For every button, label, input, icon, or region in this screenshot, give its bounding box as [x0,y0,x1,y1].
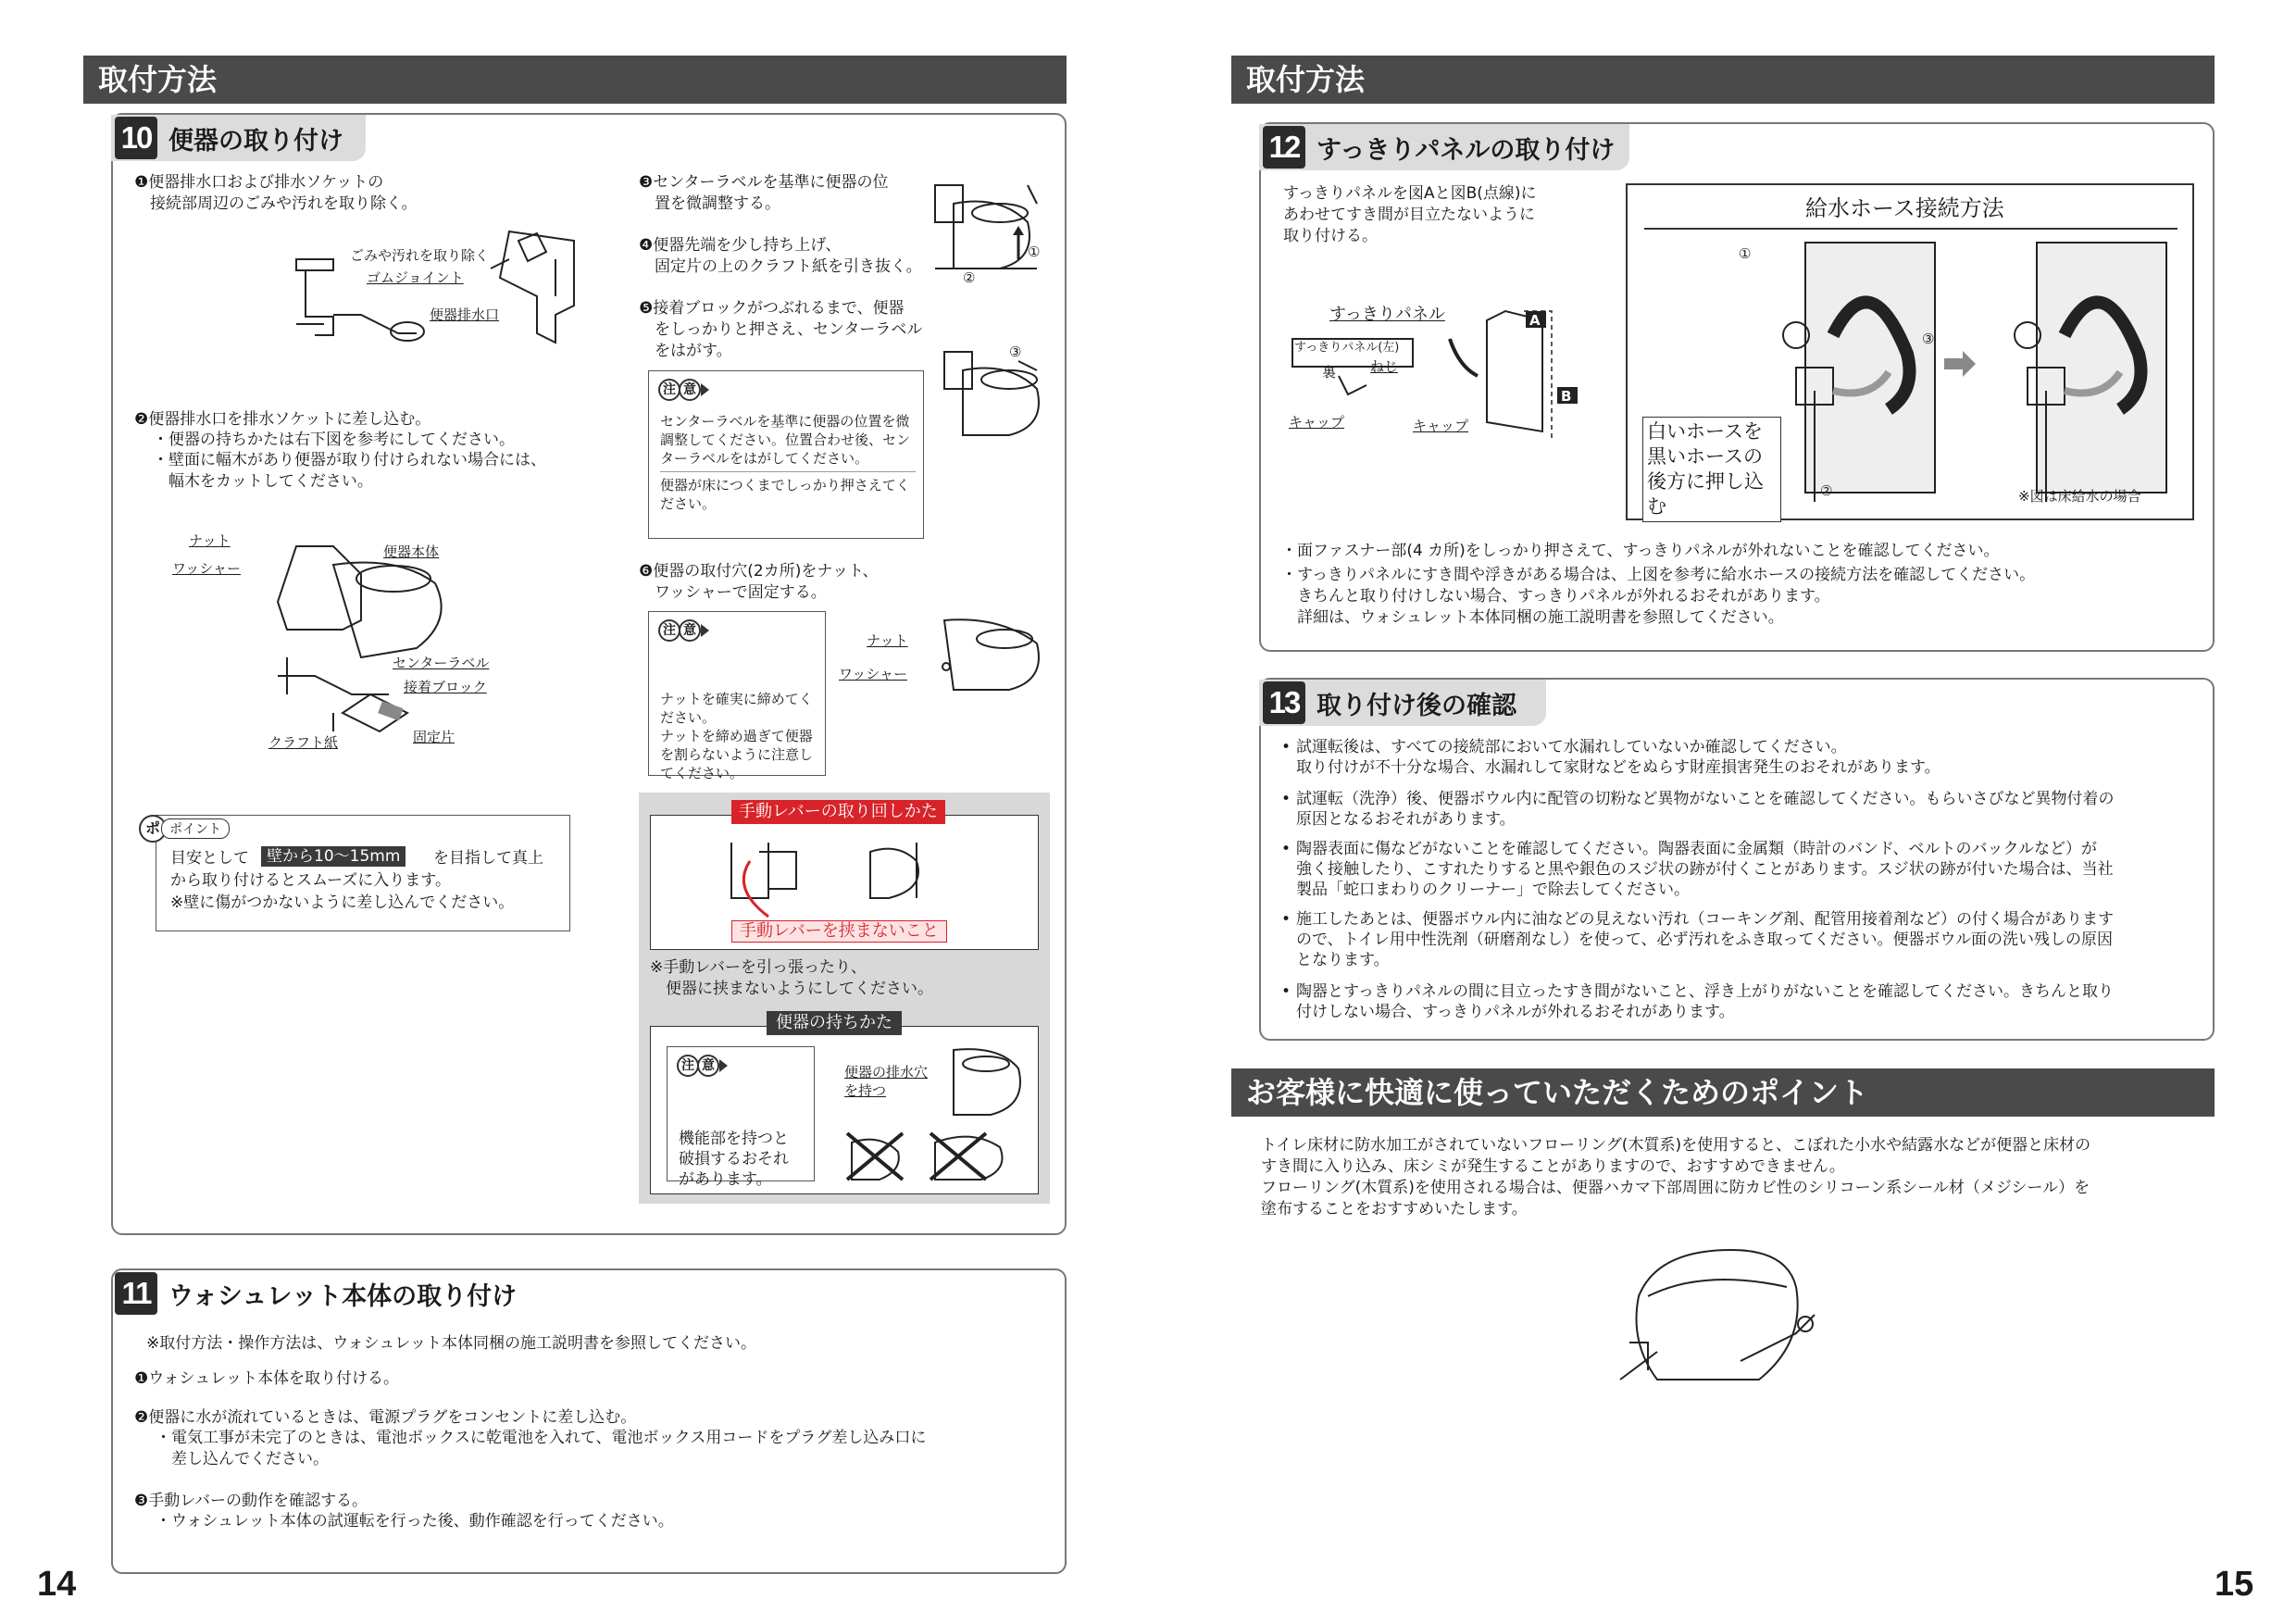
caution-char-2: 意 [679,619,701,642]
s10-step4: ❹便器先端を少し持ち上げ、 固定片の上のクラフト紙を引き抜く。 [639,236,922,276]
s13-bullet-5: • 陶器とすっきりパネルの間に目立ったすき間がないこと、浮き上がりがないことを確認してください。きちんと取り 付けしない場合、すっきりパネルが外れるおそれがあります。 [1281,981,2198,1022]
point-highlight: 壁から10〜15mm [261,846,406,867]
caution-1 [648,370,924,539]
s12-label-a: A [1529,312,1541,329]
caution-char-1: 注 [658,379,680,401]
section-10-title: 便器の取り付け [168,126,343,156]
s12-intro: すっきりパネルを図Aと図B(点線)に あわせてすき間が目立たないように 取り付ける。 [1283,184,1537,245]
s13-bullet-4: • 施工したあとは、便器ボウル内に油などの見えない汚れ（コーキング剤、配管用接着剤など）の付く場合があります ので、トイレ用中性洗剤（研磨剤なし）を使って、必ず汚れをふき取ってください。便器ボウル面の洗い残しの原因 となります。 [1281,909,2198,970]
section-12-number: 12 [1263,126,1305,169]
s10-label-nut-2: ナット [867,632,908,649]
section-13-number: 13 [1263,681,1305,724]
comfort-text: トイレ床材に防水加工がされていないフローリング(木質系)を使用すると、こぼれた小水や結露水などが便器と床材の すき間に入り込み、床シミが発生することがありますので、おすすめできません。 フローリング(木質系)を使用される場合は、便器ハカマ下部周囲に防カビ性のシリコーン系シール材（メジシール）を 塗布することをおすすめいたします。 [1261,1136,2091,1218]
caution-char-1: 注 [677,1055,699,1077]
s10-label-dirt: ごみや汚れを取り除く [350,247,490,264]
hose-note: ※図は床給水の場合 [2018,488,2141,505]
s12-label-panel-left: すっきりパネル(左) [1294,341,1400,355]
holding-illustration [833,1031,1037,1191]
marker-3: ③ [1009,344,1022,360]
s12-label-panel: すっきりパネル [1329,305,1445,324]
marker-2: ② [963,269,976,286]
section-11-number: 11 [115,1272,157,1315]
s11-step1: ❶ウォシュレット本体を取り付ける。 [134,1369,400,1388]
point-label: ポイント [161,818,230,839]
s10-label-rubber-joint: ゴムジョイント [367,269,464,286]
lever-illustration [713,824,991,926]
s10-step1: ❶便器排水口および排水ソケットの 接続部周辺のごみや汚れを取り除く。 [134,173,418,213]
s11-step2: ❷便器に水が流れているときは、電源プラグをコンセントに差し込む。 [134,1408,637,1427]
s10-label-center-label: センターラベル [393,655,490,671]
section-10-tab [111,115,366,161]
right-page-number: 15 [2215,1565,2254,1604]
caution-char-2: 意 [697,1055,719,1077]
s10-label-drain: 便器排水口 [430,306,500,323]
drain-socket-illustration [278,222,602,352]
point-line2: から取り付けるとスムーズに入ります。 [170,871,451,890]
toilet-install-illustration [241,528,481,759]
caution-1-text-b: 便器が床につくまでしっかり押さえてください。 [660,471,916,513]
s10-label-body: 便器本体 [383,543,440,560]
comfort-header: お客様に快適に使っていただくためのポイント [1231,1068,2215,1117]
caution-2-mark [658,619,709,642]
s12-note-2: ・すっきりパネルにすき間や浮きがある場合は、上図を参考に給水ホースの接続方法を確認してください。 きちんと取り付けしない場合、すっきりパネルが外れるおそれがあります。 詳細は、ウォシュレット本体同梱の施工説明書を参照してください。 [1281,566,2036,627]
s11-step3-note: ・ウォシュレット本体の試運転を行った後、動作確認を行ってください。 [156,1512,674,1530]
s10-label-kraft: クラフト紙 [268,734,339,751]
caution-2-text: ナットを確実に締めてください。 ナットを締め過ぎて便器を割らないように注意してください。 [660,691,814,781]
lever-note: ※手動レバーを引っ張ったり、 便器に挟まないようにしてください。 [650,958,933,998]
section-11-tab [111,1270,518,1317]
nut-fix-illustration [935,611,1055,704]
caution-1-text-a: センターラベルを基準に便器の位置を微調整してください。位置合わせ後、センターラベルをはがしてください。 [660,413,911,467]
holding-title: 便器の持ちかた [767,1011,902,1035]
s11-step3: ❸手動レバーの動作を確認する。 [134,1492,368,1510]
toilet-press-illustration [935,343,1055,454]
section-13-tab [1259,680,1546,726]
s10-step2: ❷便器排水口を排水ソケットに差し込む。 [134,410,431,429]
s10-step5: ❺接着ブロックがつぶれるまで、便器 をしっかりと押さえ、センターラベル をはがす。 [639,299,923,360]
s13-bullet-1: • 試運転後は、すべての接続部において水漏れしていないか確認してください。 取り付けが不十分な場合、水漏れして家財などをぬらす財産損害発生のおそれがあります。 [1281,737,2198,778]
hose-callout: 白いホースを 黒いホースの 後方に押し込む [1642,417,1781,522]
hose-marker-3: ③ [1922,331,1935,347]
s13-bullet-3: • 陶器表面に傷などがないことを確認してください。陶器表面に金属類（時計のバンド、ベルトのバックルなど）が 強く接触したり、こすれたりすると黒や銀色のスジ状の跡が付くことがあります。スジ状の跡が付いた場合は、当社 製品「蛇口まわりのクリーナー」で除去してください。 [1281,839,2198,900]
s10-label-washer: ワッシャー [172,560,241,577]
section-13-title: 取り付け後の確認 [1316,691,1516,720]
s10-step2-note2: ・壁面に幅木があり便器が取り付けられない場合には、 幅木をカットしてください。 [153,451,546,491]
s12-label-back: 裏 [1322,364,1337,381]
holding-caution [667,1046,815,1189]
point-badge [139,815,230,843]
marker-1: ① [1028,244,1041,260]
point-line1-a: 目安として [170,849,249,868]
lever-title: 手動レバーの取り回しかた [731,800,945,824]
caution-1-mark [658,379,709,401]
s10-step6: ❻便器の取付穴(2カ所)をナット、 ワッシャーで固定する。 [639,562,879,602]
s10-step2-note1: ・便器の持ちかたは右下図を参考にしてください。 [153,431,515,449]
caution-char-2: 意 [679,379,701,401]
right-page-header: 取付方法 [1231,56,2215,104]
hose-marker-1: ① [1739,245,1752,262]
point-line3: ※壁に傷がつかないように差し込んでください。 [170,893,515,912]
s11-note: ※取付方法・操作方法は、ウォシュレット本体同梱の施工説明書を参照してください。 [146,1334,757,1353]
section-12-title: すっきりパネルの取り付け [1316,135,1616,165]
s12-note-1: ・面ファスナー部(4 カ所)をしっかり押さえて、すっきりパネルが外れないことを確認してください。 [1281,542,2000,560]
holding-caution-text: 機能部を持つと 破損するおそれ があります。 [679,1130,789,1189]
s12-label-screw: ねじ [1370,358,1399,375]
holding-label: 便器の排水穴 を持つ [844,1064,929,1099]
left-page-header: 取付方法 [83,56,1067,104]
s12-label-b: B [1561,388,1572,405]
toilet-lift-illustration [917,167,1055,296]
hose-marker-2: ② [1820,482,1833,499]
caution-char-1: 注 [658,619,680,642]
toilet-floor-illustration [1611,1241,1833,1398]
section-12-tab [1259,124,1629,170]
holding-caution-mark [677,1055,728,1077]
s12-label-cap-2: キャップ [1413,418,1469,434]
section-10-number: 10 [115,117,157,159]
hose-title: 給水ホース接続方法 [1805,195,2004,221]
point-icon: ポ [139,815,167,843]
s11-step2-note: ・電気工事が未完了のときは、電池ボックスに乾電池を入れて、電池ボックス用コードをプラグ差し込み口に 差し込んでください。 [156,1429,927,1468]
caution-2 [648,611,826,781]
lever-warning: 手動レバーを挟まないこと [731,920,947,943]
s12-label-cap-1: キャップ [1289,414,1345,431]
s10-label-adhesive: 接着ブロック [404,679,487,695]
s10-step3: ❸センターラベルを基準に便器の位 置を微調整する。 [639,173,889,213]
s10-label-washer-2: ワッシャー [839,666,907,682]
s10-label-fixing: 固定片 [413,729,455,745]
point-line1-b: を目指して真上 [433,849,543,868]
s13-bullet-2: • 試運転（洗浄）後、便器ボウル内に配管の切粉など異物がないことを確認してください。もらいさびなど異物付着の 原因となるおそれがあります。 [1281,789,2198,830]
section-11-title: ウォシュレット本体の取り付け [168,1281,518,1311]
s10-label-nut: ナット [189,532,231,549]
hose-title-rule [1644,228,2177,230]
left-page-number: 14 [37,1565,77,1604]
